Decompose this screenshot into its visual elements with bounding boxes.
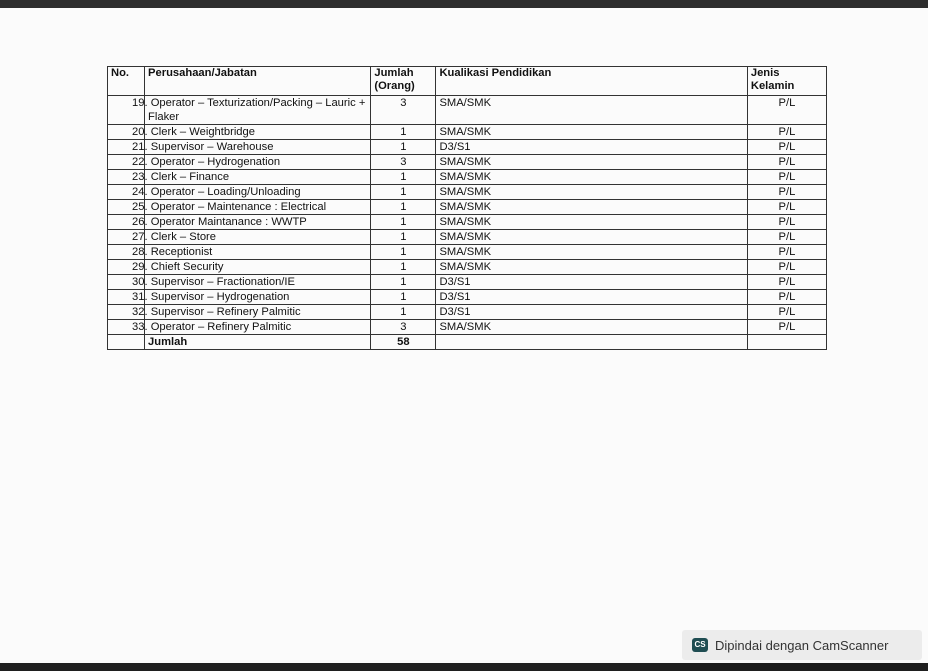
cell-kualifikasi: SMA/SMK [436, 245, 747, 260]
table-row [108, 185, 827, 200]
cell-jumlah: 1 [371, 215, 436, 230]
table-row [108, 170, 827, 185]
table-row [108, 200, 827, 215]
cell-kualifikasi: D3/S1 [436, 290, 747, 305]
cell-jabatan: 26. Operator Maintanance : WWTP [145, 215, 371, 230]
cell-jumlah: 1 [371, 140, 436, 155]
total-label: Jumlah [145, 335, 371, 350]
bottom-bar [0, 663, 928, 671]
cell-kualifikasi: SMA/SMK [436, 200, 747, 215]
cell-jabatan: 31. Supervisor – Hydrogenation [145, 290, 371, 305]
cell-jenis-kelamin: P/L [747, 125, 826, 140]
cell-jenis-kelamin: P/L [747, 290, 826, 305]
table-row [108, 155, 827, 170]
cell-jenis-kelamin: P/L [747, 170, 826, 185]
position-table [107, 66, 827, 350]
cell-jenis-kelamin: P/L [747, 155, 826, 170]
table-row [108, 140, 827, 155]
scanned-page [0, 8, 928, 663]
cell-kualifikasi: D3/S1 [436, 305, 747, 320]
cell-kualifikasi: SMA/SMK [436, 260, 747, 275]
table-row [108, 290, 827, 305]
cell-jenis-kelamin: P/L [747, 230, 826, 245]
camscanner-logo-icon: CS [692, 638, 708, 652]
table-row [108, 260, 827, 275]
table-row [108, 275, 827, 290]
cell-kualifikasi: D3/S1 [436, 275, 747, 290]
cell-jabatan: 22. Operator – Hydrogenation [145, 155, 371, 170]
cell-jumlah: 1 [371, 170, 436, 185]
cell-jabatan: 25. Operator – Maintenance : Electrical [145, 200, 371, 215]
cell-jabatan: 24. Operator – Loading/Unloading [145, 185, 371, 200]
cell-kualifikasi: SMA/SMK [436, 125, 747, 140]
cell-kualifikasi: D3/S1 [436, 140, 747, 155]
cell-jenis-kelamin: P/L [747, 245, 826, 260]
cell-jenis-kelamin: P/L [747, 200, 826, 215]
table-row [108, 215, 827, 230]
cell-kualifikasi: SMA/SMK [436, 215, 747, 230]
cell-jumlah: 1 [371, 260, 436, 275]
cell-jumlah: 3 [371, 155, 436, 170]
table-row [108, 305, 827, 320]
table-row [108, 96, 827, 125]
cell-jenis-kelamin: P/L [747, 275, 826, 290]
cell-kualifikasi: SMA/SMK [436, 170, 747, 185]
cell-kualifikasi: SMA/SMK [436, 155, 747, 170]
table-row [108, 125, 827, 140]
table-body [108, 96, 827, 350]
header-jenis-kelamin: Jenis Kelamin [747, 67, 826, 96]
cell-jabatan: 30. Supervisor – Fractionation/IE [145, 275, 371, 290]
header-no: No. [108, 67, 145, 96]
cell-jumlah: 1 [371, 200, 436, 215]
cell-jumlah: 3 [371, 320, 436, 335]
cell-jumlah: 1 [371, 185, 436, 200]
table-row [108, 245, 827, 260]
cell-kualifikasi: SMA/SMK [436, 96, 747, 125]
cell-kualifikasi: SMA/SMK [436, 320, 747, 335]
cell-jenis-kelamin: P/L [747, 260, 826, 275]
cell-jabatan: 29. Chieft Security [145, 260, 371, 275]
total-no [108, 335, 145, 350]
cell-jumlah: 1 [371, 125, 436, 140]
table-row [108, 320, 827, 335]
cell-jenis-kelamin: P/L [747, 96, 826, 125]
total-row [108, 335, 827, 350]
cell-jabatan: 32. Supervisor – Refinery Palmitic [145, 305, 371, 320]
cell-kualifikasi: SMA/SMK [436, 185, 747, 200]
cell-kualifikasi: SMA/SMK [436, 230, 747, 245]
watermark-text: Dipindai dengan CamScanner [715, 637, 889, 653]
cell-jabatan: 20. Clerk – Weightbridge [145, 125, 371, 140]
cell-jumlah: 1 [371, 275, 436, 290]
cell-jumlah: 3 [371, 96, 436, 125]
cell-jabatan: 23. Clerk – Finance [145, 170, 371, 185]
cell-jenis-kelamin: P/L [747, 215, 826, 230]
cell-jumlah: 1 [371, 290, 436, 305]
cell-jabatan: 27. Clerk – Store [145, 230, 371, 245]
header-jabatan: Perusahaan/Jabatan [145, 67, 371, 96]
cell-jumlah: 1 [371, 245, 436, 260]
total-kualifikasi [436, 335, 747, 350]
cell-jenis-kelamin: P/L [747, 140, 826, 155]
cell-jabatan: 33. Operator – Refinery Palmitic [145, 320, 371, 335]
total-jenis-kelamin [747, 335, 826, 350]
cell-jumlah: 1 [371, 230, 436, 245]
table-row [108, 230, 827, 245]
table-header-row [108, 67, 827, 96]
top-bar [0, 0, 928, 8]
cell-jabatan: 21. Supervisor – Warehouse [145, 140, 371, 155]
total-value: 58 [371, 335, 436, 350]
cell-jenis-kelamin: P/L [747, 305, 826, 320]
cell-jabatan: 28. Receptionist [145, 245, 371, 260]
cell-jenis-kelamin: P/L [747, 185, 826, 200]
cell-jenis-kelamin: P/L [747, 320, 826, 335]
cell-jumlah: 1 [371, 305, 436, 320]
cell-jabatan: 19. Operator – Texturization/Packing – Lauric + Flaker [145, 96, 371, 125]
camscanner-watermark [682, 630, 922, 660]
header-kualifikasi: Kualikasi Pendidikan [436, 67, 747, 96]
header-jumlah: Jumlah (Orang) [371, 67, 436, 96]
